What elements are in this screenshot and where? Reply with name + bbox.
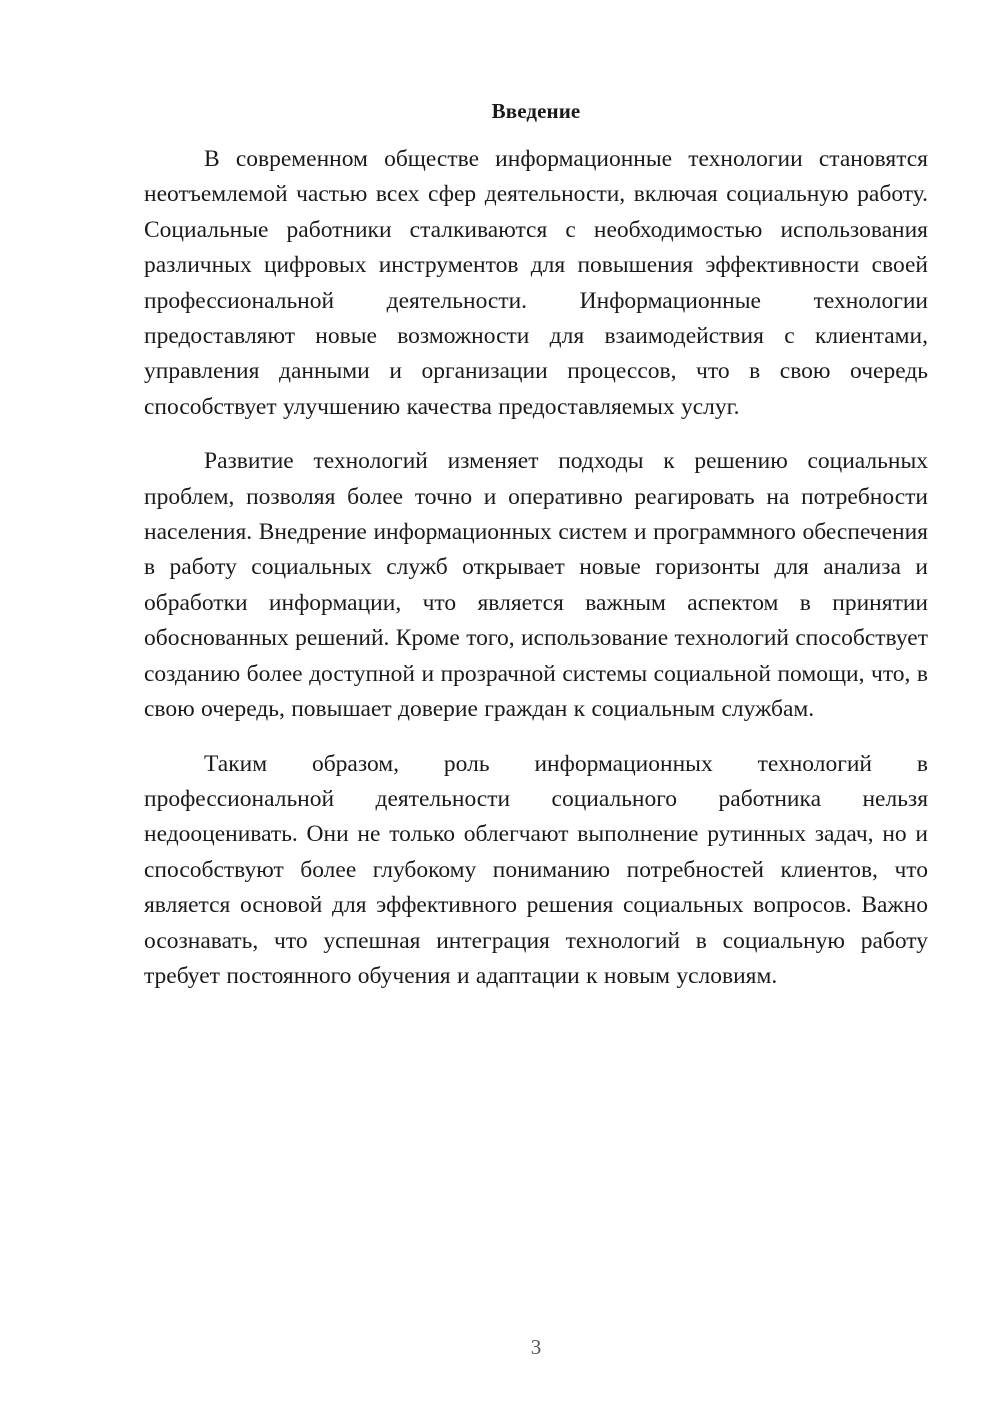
section-heading: Введение bbox=[491, 99, 581, 123]
page-content bbox=[144, 96, 928, 1013]
paragraph-1: В современном обществе информационные технологии становятся неотъемлемой частью всех сфер деятельности, включая социальную работу. Социальные работники сталкиваются с необходимостью использования различных цифровых инструментов для повышения эффективности своей профессиональной деятельности. Информационные технологии предоставляют новые возможности для взаимодействия с клиентами, управления данными и организации процессов, что в свою очередь способствует улучшению качества предоставляемых услуг. bbox=[144, 146, 928, 420]
paragraph-2: Развитие технологий изменяет подходы к решению социальных проблем, позволяя более точно и оперативно реагировать на потребности населения. Внедрение информационных систем и программного обеспечения в работу социальных служб открывает новые горизонты для анализа и обработки информации, что является важным аспектом в принятии обоснованных решений. Кроме того, использование технологий способствует созданию более доступной и прозрачной системы социальной помощи, что, в свою очередь, повышает доверие граждан к социальным службам. bbox=[144, 448, 928, 723]
page-number: 3 bbox=[530, 1335, 542, 1359]
paragraph-3: Таким образом, роль информационных технологий в профессиональной деятельности социального работника нельзя недооценивать. Они не только облегчают выполнение рутинных задач, но и способствуют более глубокому пониманию потребностей клиентов, что является основой для эффективного решения социальных вопросов. Важно осознавать, что успешная интеграция технологий в социальную работу требует постоянного обучения и адаптации к новым условиям. bbox=[144, 750, 928, 989]
